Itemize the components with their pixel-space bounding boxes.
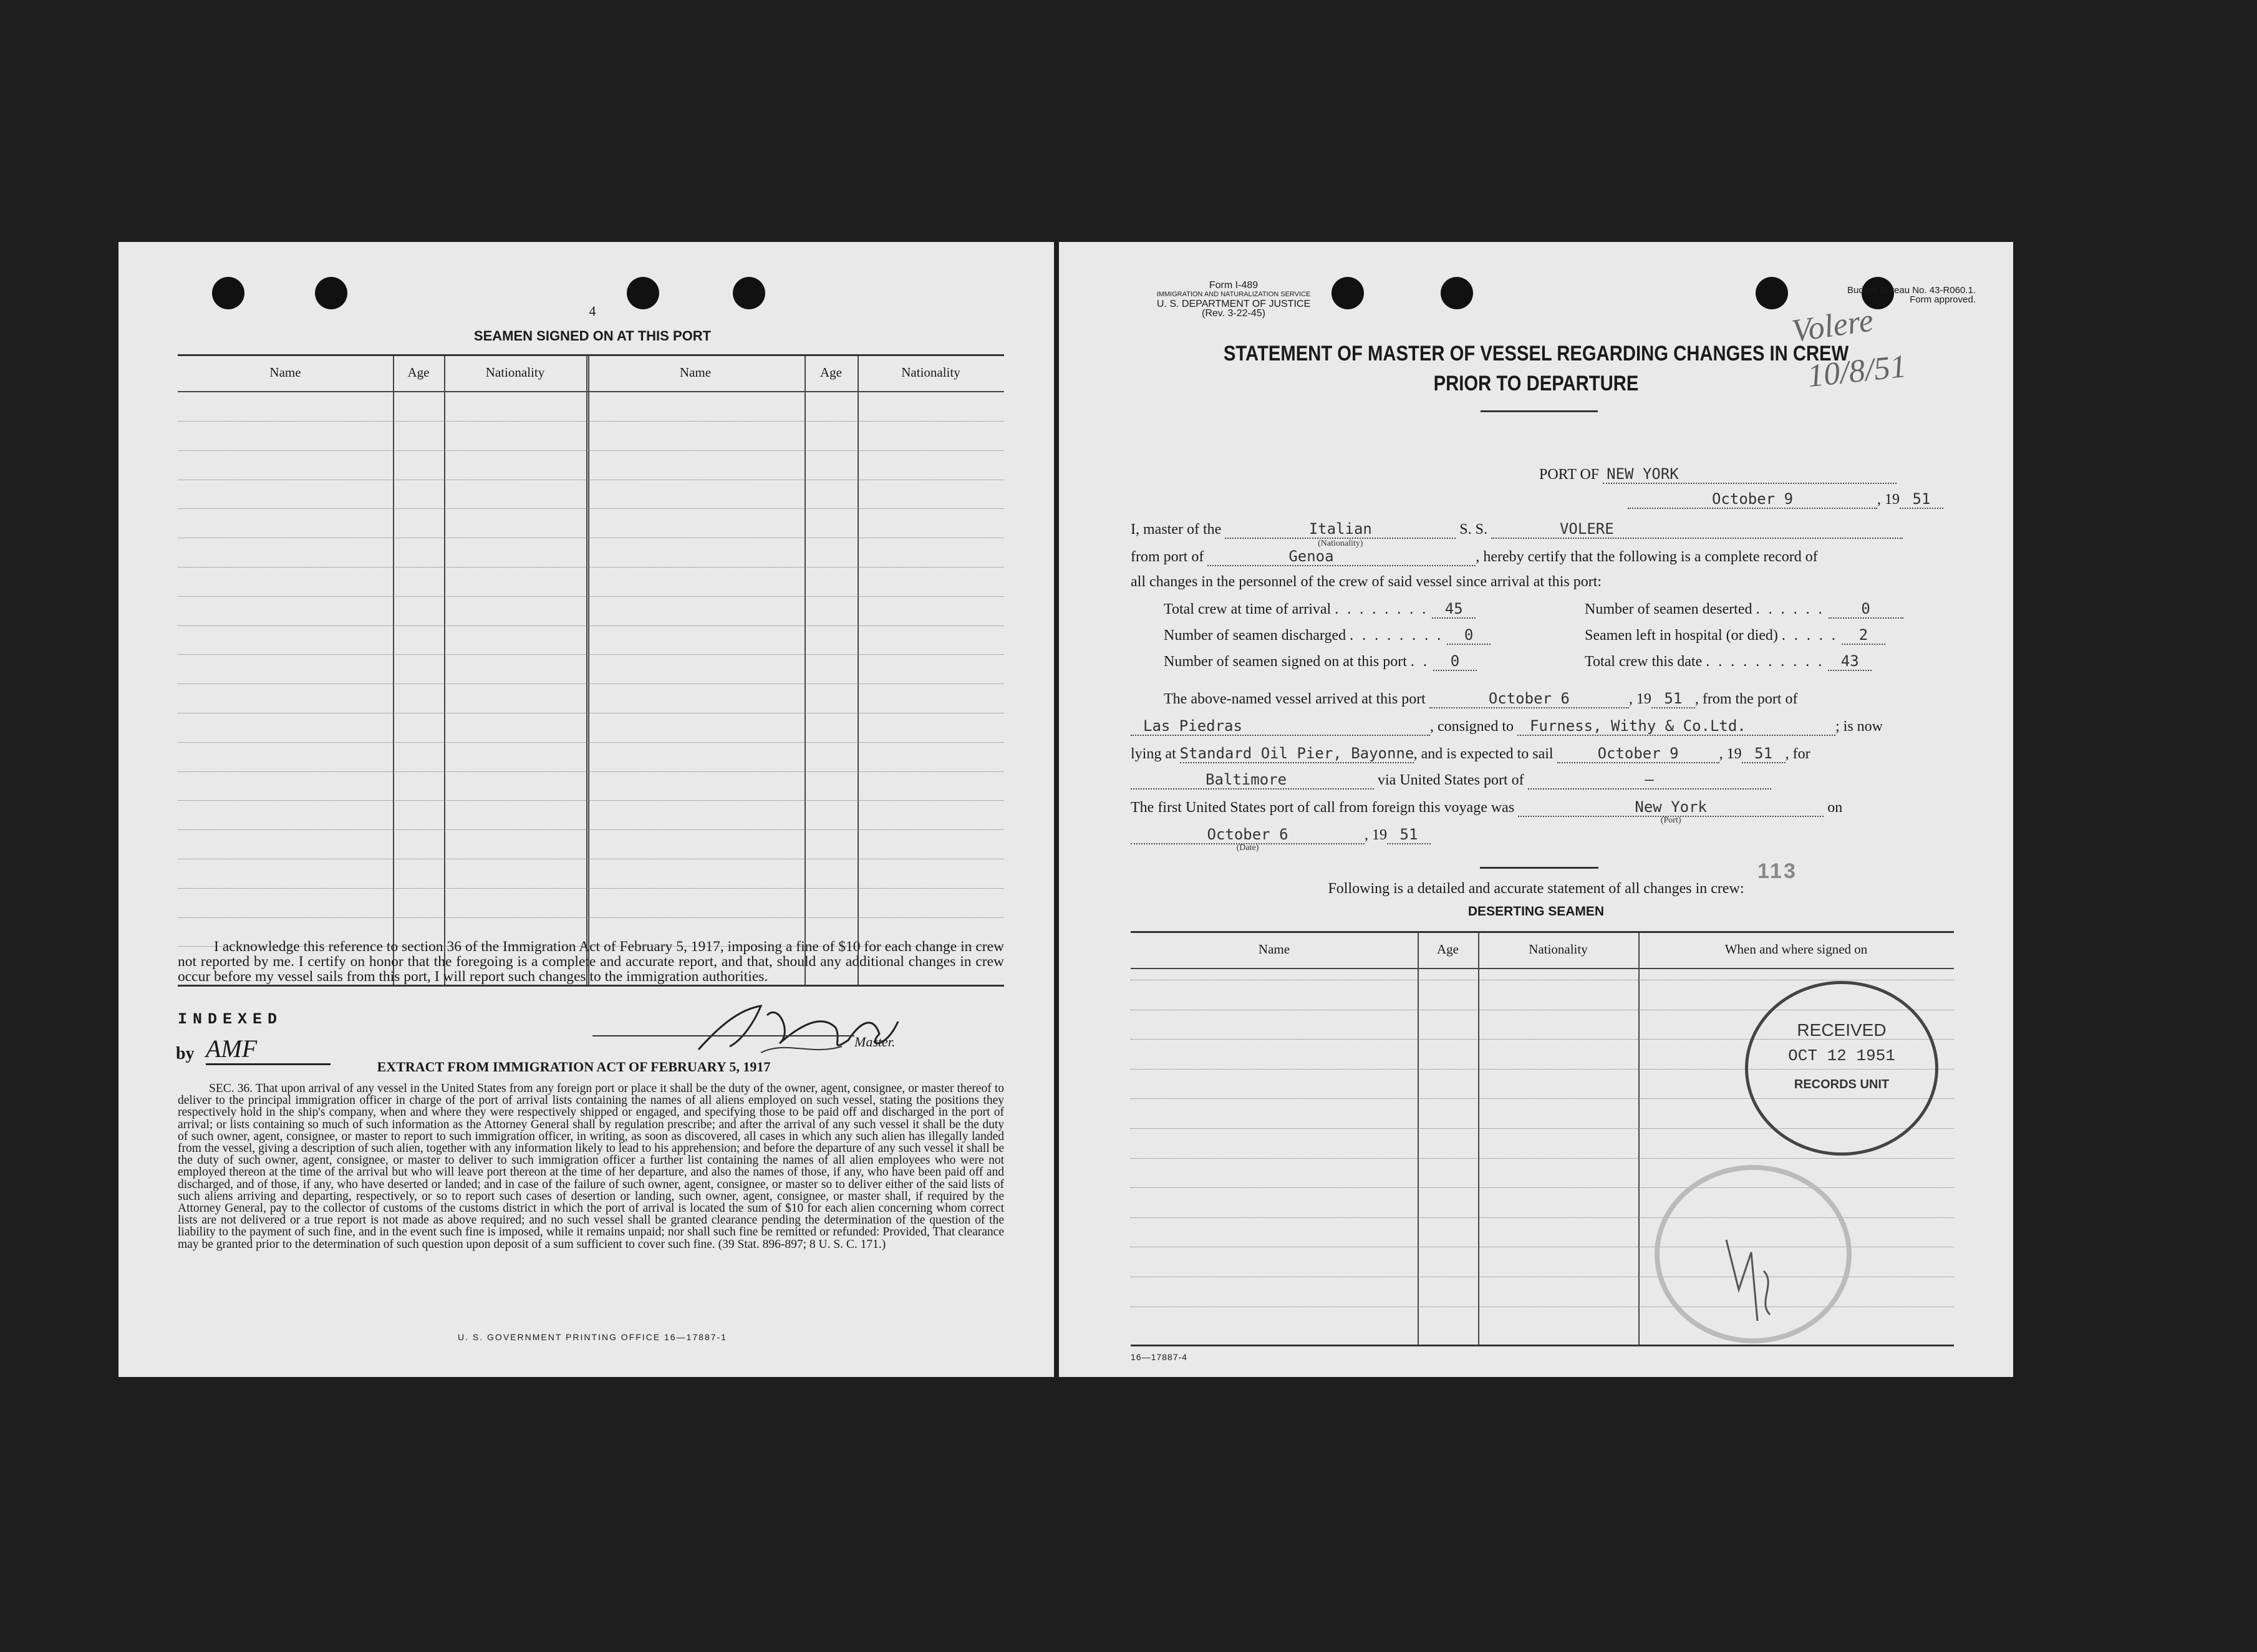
header-age: Age (1437, 942, 1459, 957)
form-approved: Form approved. (1910, 294, 1976, 305)
seamen-signed-on-table (178, 354, 1004, 987)
for-label: , for (1785, 746, 1810, 762)
port-value: NEW YORK (1603, 465, 1897, 484)
header-when-where: When and where signed on (1724, 942, 1868, 957)
received-stamp (1745, 981, 1938, 1156)
destination-line (1131, 771, 1771, 790)
ss-label: S. S. (1459, 521, 1487, 538)
table-row (178, 654, 1004, 655)
master-of-label: I, master of the (1131, 521, 1222, 538)
lying-at-value: Standard Oil Pier, Bayonne (1179, 745, 1414, 762)
header-name-2: Name (679, 365, 712, 380)
master-label: Master. (854, 1034, 896, 1050)
on-label: on (1827, 799, 1843, 816)
table-row (1131, 1187, 1954, 1188)
year-prefix: 19 (1885, 491, 1900, 508)
is-now-label: ; is now (1835, 718, 1883, 735)
port-line (1539, 465, 1897, 484)
header-age-1: Age (407, 365, 430, 380)
form-title-line2: PRIOR TO DEPARTURE (1433, 372, 1639, 395)
date-caption: (Date) (1236, 843, 1259, 853)
table-row (178, 917, 1004, 918)
handwritten-date: 10/8/51 (1805, 348, 1908, 395)
consignee-value: Furness, Withy & Co.Ltd. (1517, 717, 1835, 736)
date-line: October 9 , 19 51 (1628, 490, 1943, 509)
first-port-label: The first United States port of call from foreign this voyage was (1131, 799, 1515, 816)
header-nationality-1: Nationality (485, 365, 545, 380)
department-name: U. S. DEPARTMENT OF JUSTICE (1156, 299, 1311, 309)
deserted-label: Number of seamen deserted (1585, 601, 1752, 617)
extract-text: SEC. 36. That upon arrival of any vessel in the United States from any foreign port or place it shall be the duty of the owner, agent, consignee, or master thereof to deliver to the principal immigration officer in charge of the port of arrival lists containing the names of all aliens employed on such vessel, stating the positions they respectively hold in the ship's company, when and where they were respectively shipped or engaged, and specifying those to be paid off and discharged in the port of arrival; or lists containing so much of such information as the Attorney General shall by regulation prescribe; and after the arrival of any such vessel it shall be the duty of such owner, agent, consignee, or master to report to such immigration officer, in writing, as soon as discovered, all cases in which any such alien has illegally landed from the vessel, giving a description of such alien, together with any information likely to lead to his apprehension; and before the departure of any such vessel it shall be the duty of such owner, agent, consignee, or master to deliver to such immigration officer a further list containing the names of all alien employees who were not employed thereon at the time of the arrival but who will leave port thereon at the time of her departure, and also the names of those, if any, who have been paid off and discharged, and of those, if any, who have deserted or landed; and in case of the failure of such owner, agent, consignee, or master so to deliver either of the said lists of such aliens arriving and departing, respectively, or so to report such cases of desertion or landing, such owner, agent, consignee, or master shall, if required by the Attorney General, pay to the collector of customs of the customs district in which the port of arrival is located the sum of $10 for each alien concerning whom correct lists are not delivered or a true report is not made as above required; and no such vessel shall be granted clearance pending the determination of the question of the liability to the payment of such fine, and in the event such fine is imposed, while it remains unpaid; nor shall such fine be remitted or refunded: Provided, That clearance may be granted prior to the determination of such question upon deposit of a sum sufficient to cover such fine. (39 Stat. 896-897; 8 U. S. C. 171.) (178, 1082, 1004, 1251)
via-label: via United States port of (1378, 772, 1524, 788)
table-row (178, 450, 1004, 451)
table-row (178, 888, 1004, 889)
first-date-line: October 6 (Date) , 19 51 (1131, 826, 1431, 844)
stamp-date-text: OCT 12 1951 (1788, 1046, 1895, 1065)
deserted-value: 0 (1829, 600, 1903, 619)
punch-hole (1756, 277, 1788, 309)
arrived-label: The above-named vessel arrived at this port (1164, 691, 1426, 707)
hospital-line: Seamen left in hospital (or died) . . . . . 2 (1585, 626, 1885, 645)
stamped-number: 113 (1757, 859, 1797, 883)
total-date-line: Total crew this date . . . . . . . . . . 43 (1585, 652, 1872, 671)
nationality-caption: (Nationality) (1318, 539, 1363, 548)
deserted-line: Number of seamen deserted . . . . . . 0 (1585, 600, 1903, 619)
table-row (1131, 1158, 1954, 1159)
destination-value: Baltimore (1131, 771, 1374, 790)
deserting-title: DESERTING SEAMEN (1467, 904, 1605, 919)
left-page (118, 242, 1054, 1377)
section-rule (1480, 867, 1598, 869)
stamp-initials (1689, 1215, 1814, 1340)
indexed-by-signature: AMF (206, 1034, 331, 1065)
vessel-value: VOLERE (1491, 520, 1903, 539)
signed-on-line: Number of seamen signed on at this port . . 0 (1164, 652, 1477, 671)
first-port-value: New York (1635, 798, 1707, 816)
consigned-label: , consigned to (1430, 718, 1514, 735)
port-label: PORT OF (1539, 466, 1600, 483)
budget-block (1789, 286, 1976, 304)
nationality-text: Italian (1308, 520, 1372, 538)
header-nationality-2: Nationality (901, 365, 960, 380)
total-date-label: Total crew this date (1585, 654, 1703, 670)
first-year-value: 51 (1387, 826, 1431, 844)
table-row (178, 508, 1004, 509)
discharged-value: 0 (1447, 626, 1491, 645)
page-number: 4 (589, 303, 596, 319)
acknowledgement-text: I acknowledge this reference to section 36 of the Immigration Act of February 5, 1917, imposing a fine of $10 for each change in crew not reported by me. I certify on honor that the foregoing is a complete and accurate report, and that, should any additional changes in crew occur before my vessel sails from this port, I will report such changes to the immigration authorities. (178, 939, 1004, 985)
from-port-of-label: , from the port of (1694, 691, 1798, 707)
form-id-block (1131, 281, 1336, 318)
column-divider (1638, 933, 1640, 1345)
header-nationality: Nationality (1529, 942, 1588, 957)
title-rule (1481, 410, 1598, 412)
form-number: Form I-489 (1209, 280, 1259, 291)
certify-text: , hereby certify that the following is a complete record of (1476, 549, 1818, 565)
section-title: SEAMEN SIGNED ON AT THIS PORT (473, 328, 712, 344)
lying-line: lying at Standard Oil Pier, Bayonne, and is expected to sail October 9 , 19 51 , for (1131, 745, 1810, 762)
arrived-from-value: Las Piedras (1131, 717, 1430, 736)
header-name: Name (1258, 942, 1290, 957)
nationality-value (1225, 520, 1456, 548)
consigned-line (1131, 717, 1883, 736)
header-age-2: Age (820, 365, 842, 380)
following-text: Following is a detailed and accurate statement of all changes in crew: (1328, 881, 1744, 897)
arrived-year-value: 51 (1651, 690, 1695, 708)
stamp-unit-text: RECORDS UNIT (1794, 1078, 1890, 1091)
first-date-value: October 6 (1207, 826, 1288, 843)
from-port-label: from port of (1131, 549, 1204, 565)
indexed-label: INDEXED (178, 1010, 283, 1028)
form-print-number: 16—17887-4 (1131, 1352, 1187, 1362)
punch-hole (1441, 277, 1473, 309)
table-row (178, 567, 1004, 568)
from-port-line (1131, 548, 1818, 566)
handwritten-vessel-name: Volere (1789, 302, 1876, 349)
port-caption: (Port) (1660, 816, 1681, 825)
discharged-label: Number of seamen discharged (1164, 627, 1346, 644)
header-name-1: Name (269, 365, 301, 380)
arrived-line: The above-named vessel arrived at this port October 6 , 19 51 , from the port of (1164, 690, 1798, 707)
table-row (178, 771, 1004, 772)
column-divider (1418, 933, 1419, 1345)
indexed-by-label: by (176, 1044, 195, 1063)
column-divider (1478, 933, 1479, 1345)
hospital-label: Seamen left in hospital (or died) (1585, 627, 1778, 644)
right-page (1059, 242, 2013, 1377)
agency-name: IMMIGRATION AND NATURALIZATION SERVICE (1156, 291, 1311, 298)
year-value: 51 (1900, 490, 1943, 509)
table-row (178, 421, 1004, 422)
table-row (178, 829, 1004, 830)
stamp-received-text: RECEIVED (1797, 1020, 1887, 1040)
first-port-line (1131, 798, 1843, 825)
total-arrival-value: 45 (1432, 600, 1476, 619)
from-port-value: Genoa (1207, 548, 1476, 566)
form-title-line1: STATEMENT OF MASTER OF VESSEL REGARDING CHANGES IN CREW (1223, 342, 1849, 365)
changes-intro: all changes in the personnel of the crew of said vessel since arrival at this port: (1131, 574, 1602, 590)
hospital-value: 2 (1842, 626, 1885, 645)
table-row (178, 596, 1004, 597)
total-arrival-line: Total crew at time of arrival . . . . . . . . 45 (1164, 600, 1476, 619)
total-arrival-label: Total crew at time of arrival (1164, 601, 1331, 617)
master-signature (686, 997, 923, 1065)
table-row (178, 742, 1004, 743)
table-row (178, 800, 1004, 801)
sail-date-value: October 9 (1557, 745, 1719, 763)
revision-date: (Rev. 3-22-45) (1202, 308, 1265, 319)
total-date-value: 43 (1828, 652, 1872, 671)
signed-on-value: 0 (1433, 652, 1477, 671)
date-value: October 9 (1628, 490, 1877, 509)
arrived-date-value: October 6 (1429, 690, 1629, 708)
printing-office: U. S. GOVERNMENT PRINTING OFFICE 16—17887-1 (458, 1332, 727, 1342)
signed-on-label: Number of seamen signed on at this port (1164, 654, 1407, 670)
first-port-field (1518, 798, 1824, 825)
master-signature-line (592, 1035, 854, 1036)
budget-bureau-number: Budget Bureau No. 43-R060.1. (1847, 285, 1976, 296)
via-port-value: — (1528, 771, 1771, 790)
discharged-line: Number of seamen discharged . . . . . . . . 0 (1164, 626, 1491, 645)
sail-year-value: 51 (1742, 745, 1786, 763)
extract-title: EXTRACT FROM IMMIGRATION ACT OF FEBRUARY 5, 1917 (377, 1059, 771, 1075)
lying-label: lying at (1131, 746, 1176, 762)
expected-label: , and is expected to sail (1413, 746, 1554, 762)
master-line (1131, 520, 1903, 548)
